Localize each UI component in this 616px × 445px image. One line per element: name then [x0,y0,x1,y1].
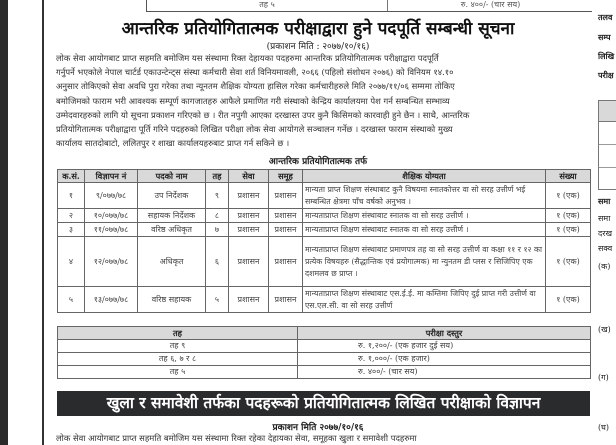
cell: १ (एक) [546,209,591,223]
side-line: सम्प [598,32,611,42]
cell: प्रशासन [229,237,269,287]
side-marker: (ग) [598,373,609,382]
cell: सहायक निर्देशक [138,209,206,223]
cell: ५ [58,287,85,313]
cell: प्रशासन [269,183,303,209]
cell: १ (एक) [546,237,591,287]
document-page [44,0,592,445]
notice-paragraph [56,51,592,150]
cell: प्रशासन [269,223,303,237]
side-line: लिखि [598,51,615,61]
cell: मान्यताप्राप्त शिक्षण संस्थाबाट स्नातक वा सो सरह उत्तीर्ण । [303,209,546,223]
cell: १३/०७७/७८ [85,287,138,313]
fee-table-row-previous [146,0,592,12]
viewer-left-dark-strip [0,0,8,445]
fee-header-row [58,327,591,340]
cell: ३ [58,223,85,237]
side-line: दरख [598,229,613,238]
cell: ४ [58,237,85,287]
cell: प्रशासन [269,287,303,313]
fee-amount: रु. ४००/- (चार सय) [298,366,591,379]
side-table-row [599,145,616,168]
cell: २ [58,209,85,223]
paragraph-line: लोक सेवा आयोगबाट प्राप्त सहमति बमोजिम यस संस्थामा रिक्त देहायका पदहरुमा आन्तरिक प्रतियोगितात्मक परीक्षाद्वारा पदपूर्ति [56,53,439,63]
col-header: विज्ञापन नं [85,170,138,183]
col-header: तह [206,170,229,183]
notice2-publish-date: प्रकाशन मिति २०७७/१०/१६ [272,423,364,433]
table-row [58,237,591,287]
cell: १ (एक) [546,287,591,313]
cell: ८ [206,209,229,223]
paragraph-line: बमोजिमको फाराम भरी आवश्यक सम्पूर्ण कागजातहरु आफैले प्रमाणित गरी संस्थाको केन्द्रिय कार्यालयमा पेश गर्न सम्बन्धित सम्भाव्य [56,95,450,106]
col-header: सेवा [229,170,269,183]
cell: प्रशासन [269,209,303,223]
posts-table [57,169,591,313]
cell: १ [58,183,85,209]
side-marker: (क) [598,262,611,271]
side-table-header [599,101,616,122]
cell: १०/०७७/७८ [85,209,138,223]
side-line: सक्व [598,244,613,253]
fee-row [58,340,591,353]
cell: प्रशासन [269,237,303,287]
fee-level: तह ६, ७ र ८ [58,353,298,366]
paragraph-line: गर्नुपर्ने भएकोले नेपाल चार्टर्ड एकाउन्टेन्ट्स संस्था कर्मचारी सेवा शर्त विनियमावली, २०६६ (पहिलो संशोधन २०७६) को विनियम १४.१० [56,67,454,78]
cell: प्रशासन [229,223,269,237]
side-marker: (घ) [598,423,609,432]
cell: अधिकृत [138,237,206,287]
fee-table [57,326,591,379]
fee-amount: रु. १,२००/- (एक हजार दुई सय) [298,340,591,353]
side-table-row [599,122,616,145]
adjacent-column [592,0,616,445]
cell: १२/०७७/७८ [85,237,138,287]
cell: ५ [206,287,229,313]
publish-date: (प्रकाशन मिति : २०७७/१०/१६) [266,42,370,52]
cell: ६ [206,237,229,287]
col-header: तह [58,327,298,340]
cell: ७ [206,223,229,237]
viewer-left-margin [8,0,42,445]
table-title: आन्तरिक प्रतियोगितात्मक तर्फ [268,157,368,167]
cell: प्रशासन [229,287,269,313]
table-row [58,209,591,223]
col-header: समूह [269,170,303,183]
table-row [58,287,591,313]
fee-level: तह ५ [58,366,298,379]
col-header: क.सं. [58,170,85,183]
side-table [598,100,616,190]
cell: मान्यता प्राप्त शिक्षण संस्थाबाट कुनै विषयमा स्नातकोत्तर वा सो सरह उत्तीर्ण भई सम्बन्धित क्षेत्रमा पाँच वर्षको अनुभव । [303,183,546,209]
cell: ९/०७७/७८ [85,183,138,209]
col-header: पदको नाम [138,170,206,183]
cell: मान्यताप्राप्त शिक्षण संस्थाबाट प्रमाणपत्र तह वा सो सरह उत्तीर्ण वा कक्षा ११ र १२ का प्रत्येक विषयहरु (सैद्धान्तिक एवं प्रयोगात्मक) मा न्युनतम डी प्लस र सिजिपिए एक दशमलव छ प्राप्त । [303,237,546,287]
notice-title: आन्तरिक प्रतियोगितात्मक परीक्षाद्वारा हुने पदपूर्ति सम्बन्धी सूचना [121,19,515,39]
fee-row [58,366,591,379]
col-header: संख्या [546,170,591,183]
paragraph-line: कार्यालय सातदोबाटो, ललितपुर र शाखा कार्यालयहरुबाट प्राप्त गर्न सकिने छ । [56,138,290,149]
fee-row [58,353,591,366]
cell: मान्यताप्राप्त शिक्षण संस्थाबाट स्नातक वा सो सरह उत्तीर्ण । [303,223,546,237]
side-line: समा [598,214,611,223]
fee-amount: रु. ४००/- (चार सय) [460,0,521,9]
table-row [58,183,591,209]
table-header-row [58,170,591,183]
cell: प्रशासन [229,183,269,209]
cell: १ (एक) [546,223,591,237]
paragraph-line: उम्मेदवारहरुको लागि यो सूचना प्रकाशन गरिएको छ । रीत नपुगी आएका दरखास्त उपर कुनै किसिमको कारवाही हुने छैन । साथै, आन्तरिक [56,109,470,120]
side-line: परीक्ष [598,70,614,80]
cell: मान्यताप्राप्त शिक्षण संस्थाबाट एस.ई.ई. मा कम्तिमा जिपिए दुई प्राप्त गरी उत्तीर्ण वा एस.एल.सी. वा सो सरह उत्तीर्ण [303,287,546,313]
cell: वरिष्ठ सहायक [138,287,206,313]
cell: ९ [206,183,229,209]
side-line: तलव [598,12,613,22]
fee-level: तह ५ [147,0,388,11]
notice2-title-banner: खुला र समावेशी तर्फका पदहरूको प्रतियोगितात्मक लिखित परीक्षाको विज्ञापन [57,391,590,416]
col-header: शैक्षिक योग्यता [303,170,546,183]
side-line: समा [598,196,611,206]
cell: १ (एक) [546,183,591,209]
notice2-paragraph: लोक सेवा आयोगबाट प्राप्त सहमति बमोजिम यस संस्थामा रिक्त रहेका देहायका सेवा, समूहका खुला र समावेशी पदहरुमा [56,433,417,443]
col-header: परीक्षा दस्तुर [298,327,591,340]
fee-amount: रु. १,०००/- (एक हजार) [298,353,591,366]
side-marker: (ख) [598,325,611,334]
table-row [58,223,591,237]
cell: प्रशासन [229,209,269,223]
paragraph-line: प्रतियोगितात्मक परीक्षाद्वारा पूर्ति गरिने पदहरुको लिखित परीक्षा लोक सेवा आयोगले सञ्चालन गर्नेछ । दरखास्त फाराम संस्थाको मुख्य [56,123,453,134]
fee-level: तह ९ [58,340,298,353]
paragraph-line: अनुसार तोकिएको सेवा अवधि पुरा गरेका तथा न्यूनतम शैक्षिक योग्यता हासिल गरेका कर्मचारीहरुले मिति २०७७/११/०६ सम्ममा तोकिए [56,81,455,92]
cell: उप निर्देशक [138,183,206,209]
cell: ११/०७७/७८ [85,223,138,237]
cell: वरिष्ठ अधिकृत [138,223,206,237]
